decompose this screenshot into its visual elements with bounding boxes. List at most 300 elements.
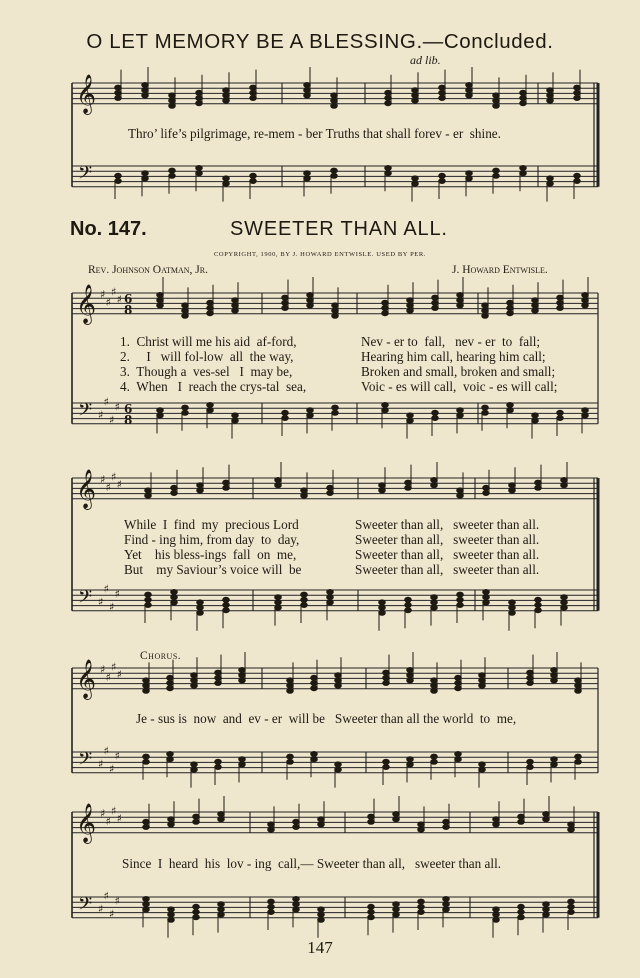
note-head (527, 670, 534, 675)
note-head (535, 485, 542, 490)
note-head (167, 675, 174, 680)
note-head (405, 485, 412, 490)
note-head (482, 303, 489, 308)
note-head (142, 176, 149, 181)
note-head (223, 480, 230, 485)
note-head (457, 298, 464, 303)
note-head (168, 917, 175, 922)
note-head (457, 488, 464, 493)
note-head (191, 767, 198, 772)
note-head (191, 683, 198, 688)
note-head (431, 478, 438, 483)
note-head (379, 483, 386, 488)
note-head (412, 88, 419, 93)
note-head (551, 762, 558, 767)
note-head (193, 814, 200, 819)
bass-clef-icon: 𝄢 (78, 587, 93, 612)
note-head (575, 688, 582, 693)
note-head (368, 904, 375, 909)
note-head (479, 762, 486, 767)
note-head (250, 85, 257, 90)
bass-clef-icon: 𝄢 (78, 894, 93, 919)
sharp-icon: ♯ (114, 894, 120, 908)
note-head (443, 907, 450, 912)
note-head (239, 678, 246, 683)
bass-clef-icon: 𝄢 (78, 749, 93, 774)
note-head (268, 827, 275, 832)
time-signature-top: 6 (124, 402, 133, 416)
note-head (520, 96, 527, 101)
note-head (479, 678, 486, 683)
note-head (115, 85, 122, 90)
note-head (582, 413, 589, 418)
sharp-icon: ♯ (98, 902, 104, 916)
verse-line-d-4: Sweeter than all, sweeter than all. (355, 562, 540, 577)
note-head (223, 88, 230, 93)
note-head (393, 907, 400, 912)
note-head (493, 168, 500, 173)
previous-hymn-title: O LET MEMORY BE A BLESSING.—Concluded. (86, 30, 554, 53)
note-head (196, 166, 203, 171)
note-head (182, 303, 189, 308)
chorus-label: Chorus. (140, 650, 182, 662)
treble-clef-icon: 𝄞 (76, 469, 97, 509)
note-head (574, 179, 581, 184)
note-head (547, 181, 554, 186)
note-head (215, 681, 222, 686)
note-head (218, 902, 225, 907)
note-head (466, 88, 473, 93)
note-head (483, 491, 490, 496)
note-head (507, 403, 514, 408)
note-head (509, 610, 516, 615)
treble-clef-icon: 𝄞 (76, 284, 97, 324)
note-head (193, 915, 200, 920)
note-head (407, 303, 414, 308)
note-head (142, 171, 149, 176)
note-head (532, 303, 539, 308)
note-head (518, 814, 525, 819)
note-head (145, 488, 152, 493)
note-head (301, 603, 308, 608)
note-head (207, 311, 214, 316)
note-head (507, 300, 514, 305)
note-head (385, 90, 392, 95)
note-head (268, 910, 275, 915)
note-head (307, 413, 314, 418)
note-head (368, 910, 375, 915)
note-head (182, 313, 189, 318)
note-head (368, 814, 375, 819)
sharp-icon: ♯ (103, 889, 109, 903)
note-head (493, 912, 500, 917)
note-head (169, 103, 176, 108)
note-head (575, 683, 582, 688)
note-head (520, 166, 527, 171)
verse-line-a-3: 3. Though a ves-sel I may be, (120, 364, 293, 379)
note-head (145, 597, 152, 602)
note-head (407, 413, 414, 418)
note-head (171, 485, 178, 490)
note-head (483, 485, 490, 490)
copyright-notice: COPYRIGHT, 1900, BY J. HOWARD ENTWISLE. USED BY PER. (213, 251, 427, 258)
note-head (431, 759, 438, 764)
note-head (327, 600, 334, 605)
note-head (223, 176, 230, 181)
sharp-icon: ♯ (114, 587, 120, 601)
note-head (574, 85, 581, 90)
note-head (535, 603, 542, 608)
note-head (518, 904, 525, 909)
sharp-icon: ♯ (105, 814, 111, 828)
note-head (193, 904, 200, 909)
note-head (493, 173, 500, 178)
note-head (385, 171, 392, 176)
note-head (466, 176, 473, 181)
note-head (327, 485, 334, 490)
note-head (275, 600, 282, 605)
sharp-icon: ♯ (116, 478, 122, 492)
note-head (551, 668, 558, 673)
note-head (157, 413, 164, 418)
note-head (332, 308, 339, 313)
note-head (218, 907, 225, 912)
note-head (311, 675, 318, 680)
verse-line-b-3: Broken and small, broken and small; (361, 364, 556, 379)
note-head (115, 179, 122, 184)
note-head (143, 759, 150, 764)
previous-hymn-lyric: Thro’ life’s pilgrimage, re-mem - ber Truths that shall forev - er shine. (128, 126, 501, 141)
note-head (412, 176, 419, 181)
note-head (383, 765, 390, 770)
note-head (215, 765, 222, 770)
hymn-number: No. 147. (70, 218, 147, 240)
note-head (157, 408, 164, 413)
sharp-icon: ♯ (109, 413, 115, 427)
sharp-icon: ♯ (100, 288, 106, 301)
sharp-icon: ♯ (105, 480, 111, 494)
note-head (457, 293, 464, 298)
note-head (282, 416, 289, 421)
sharp-icon: ♯ (103, 744, 109, 758)
note-head (527, 681, 534, 686)
note-head (482, 410, 489, 415)
sharp-icon: ♯ (109, 907, 115, 921)
note-head (520, 90, 527, 95)
note-head (457, 603, 464, 608)
note-head (143, 754, 150, 759)
note-head (574, 173, 581, 178)
note-head (418, 904, 425, 909)
note-head (215, 670, 222, 675)
sharp-icon: ♯ (98, 408, 104, 422)
note-head (335, 673, 342, 678)
note-head (561, 595, 568, 600)
note-head (543, 907, 550, 912)
note-head (575, 754, 582, 759)
note-head (268, 822, 275, 827)
sharp-icon: ♯ (111, 470, 117, 484)
note-head (143, 825, 150, 830)
note-head (535, 597, 542, 602)
note-head (439, 90, 446, 95)
note-head (239, 668, 246, 673)
note-head (439, 173, 446, 178)
note-head (561, 478, 568, 483)
note-head (483, 595, 490, 600)
sharp-icon: ♯ (114, 749, 120, 763)
note-head (168, 907, 175, 912)
verse-line-c-1: While I find my precious Lord (124, 517, 299, 532)
note-head (547, 98, 554, 103)
note-head (282, 295, 289, 300)
note-head (304, 171, 311, 176)
sharp-icon: ♯ (98, 595, 104, 609)
note-head (304, 176, 311, 181)
note-head (275, 605, 282, 610)
note-head (207, 306, 214, 311)
note-head (393, 912, 400, 917)
note-head (379, 488, 386, 493)
note-head (167, 686, 174, 691)
note-head (457, 408, 464, 413)
note-head (196, 171, 203, 176)
note-head (307, 408, 314, 413)
note-head (551, 673, 558, 678)
note-head (143, 683, 150, 688)
note-head (466, 83, 473, 88)
note-head (287, 759, 294, 764)
note-head (171, 600, 178, 605)
note-head (479, 767, 486, 772)
note-head (196, 96, 203, 101)
note-head (287, 678, 294, 683)
note-head (493, 907, 500, 912)
treble-clef-icon: 𝄞 (76, 74, 97, 114)
note-head (171, 595, 178, 600)
note-head (142, 88, 149, 93)
note-head (483, 590, 490, 595)
note-head (407, 308, 414, 313)
note-head (507, 408, 514, 413)
note-head (223, 98, 230, 103)
note-head (382, 300, 389, 305)
note-head (431, 688, 438, 693)
note-head (418, 910, 425, 915)
note-head (207, 300, 214, 305)
note-head (331, 98, 338, 103)
note-head (493, 93, 500, 98)
note-head (143, 819, 150, 824)
note-head (282, 306, 289, 311)
note-head (557, 410, 564, 415)
note-head (431, 595, 438, 600)
verse-line-a-1: 1. Christ will me his aid af-ford, (120, 334, 297, 349)
note-head (432, 416, 439, 421)
note-head (527, 759, 534, 764)
note-head (197, 488, 204, 493)
note-head (191, 678, 198, 683)
note-head (383, 681, 390, 686)
note-head (443, 819, 450, 824)
note-head (551, 757, 558, 762)
note-head (311, 686, 318, 691)
note-head (182, 405, 189, 410)
sharp-icon: ♯ (109, 600, 115, 614)
note-head (223, 608, 230, 613)
note-head (304, 88, 311, 93)
note-head (568, 904, 575, 909)
note-head (405, 597, 412, 602)
note-head (327, 590, 334, 595)
treble-clef-icon: 𝄞 (76, 803, 97, 843)
verse-line-d-2: Sweeter than all, sweeter than all. (355, 532, 540, 547)
note-head (543, 817, 550, 822)
note-head (331, 173, 338, 178)
note-head (169, 173, 176, 178)
note-head (518, 910, 525, 915)
note-head (218, 912, 225, 917)
note-head (382, 408, 389, 413)
note-head (143, 902, 150, 907)
note-head (282, 410, 289, 415)
note-head (304, 93, 311, 98)
time-signature-bottom: 8 (124, 413, 133, 427)
note-head (507, 311, 514, 316)
note-head (301, 592, 308, 597)
note-head (518, 819, 525, 824)
note-head (483, 600, 490, 605)
note-head (482, 405, 489, 410)
note-head (332, 303, 339, 308)
note-head (547, 176, 554, 181)
note-head (407, 418, 414, 423)
note-head (115, 96, 122, 101)
note-head (557, 300, 564, 305)
note-head (432, 295, 439, 300)
note-head (223, 181, 230, 186)
note-head (575, 759, 582, 764)
note-head (479, 673, 486, 678)
note-head (145, 493, 152, 498)
note-head (575, 678, 582, 683)
note-head (311, 752, 318, 757)
note-head (418, 827, 425, 832)
note-head (223, 93, 230, 98)
note-head (143, 897, 150, 902)
note-head (582, 408, 589, 413)
note-head (196, 90, 203, 95)
note-head (482, 313, 489, 318)
note-head (282, 300, 289, 305)
note-head (431, 605, 438, 610)
note-head (171, 590, 178, 595)
note-head (393, 817, 400, 822)
note-head (412, 181, 419, 186)
note-head (311, 757, 318, 762)
note-head (307, 303, 314, 308)
note-head (250, 173, 257, 178)
note-head (318, 917, 325, 922)
note-head (383, 670, 390, 675)
note-head (405, 480, 412, 485)
note-head (335, 762, 342, 767)
bass-clef-icon: 𝄢 (78, 400, 93, 425)
note-head (368, 915, 375, 920)
note-head (197, 600, 204, 605)
note-head (407, 757, 414, 762)
note-head (439, 179, 446, 184)
note-head (527, 765, 534, 770)
note-head (557, 416, 564, 421)
hymn-title: SWEETER THAN ALL. (230, 218, 448, 240)
note-head (287, 683, 294, 688)
note-head (379, 605, 386, 610)
note-head (568, 899, 575, 904)
verse-line-a-2: 2. I will fol-low all the way, (120, 349, 294, 364)
sharp-icon: ♯ (114, 400, 120, 414)
note-head (582, 293, 589, 298)
note-head (145, 592, 152, 597)
note-head (493, 917, 500, 922)
note-head (568, 827, 575, 832)
note-head (431, 683, 438, 688)
note-head (439, 85, 446, 90)
note-head (293, 902, 300, 907)
note-head (157, 303, 164, 308)
note-head (143, 688, 150, 693)
note-head (582, 298, 589, 303)
note-head (383, 675, 390, 680)
tempo-marking: ad lib. (410, 53, 441, 67)
note-head (574, 90, 581, 95)
note-head (335, 683, 342, 688)
note-head (115, 173, 122, 178)
note-head (455, 752, 462, 757)
note-head (431, 754, 438, 759)
note-head (547, 93, 554, 98)
note-head (385, 101, 392, 106)
verse-line-b-1: Nev - er to fall, nev - er to fall; (361, 334, 541, 349)
note-head (561, 600, 568, 605)
note-head (318, 822, 325, 827)
note-head (382, 306, 389, 311)
note-head (457, 303, 464, 308)
verse-line-b-4: Voic - es will call, voic - es will call; (361, 379, 558, 394)
note-head (167, 681, 174, 686)
note-head (293, 825, 300, 830)
note-head (332, 410, 339, 415)
chorus-line-1: Je - sus is now and ev - er will be Sweeter than all the world to me, (136, 711, 517, 726)
note-head (368, 819, 375, 824)
lyricist-credit: Rev. Johnson Oatman, Jr. (88, 264, 208, 276)
note-head (157, 293, 164, 298)
sharp-icon: ♯ (98, 757, 104, 771)
note-head (455, 686, 462, 691)
note-head (331, 103, 338, 108)
note-head (332, 313, 339, 318)
sharp-icon: ♯ (116, 812, 122, 826)
note-head (407, 762, 414, 767)
note-head (318, 817, 325, 822)
note-head (493, 822, 500, 827)
note-head (157, 298, 164, 303)
note-head (142, 93, 149, 98)
note-head (466, 93, 473, 98)
note-head (379, 600, 386, 605)
sharp-icon: ♯ (111, 660, 117, 674)
note-head (169, 93, 176, 98)
